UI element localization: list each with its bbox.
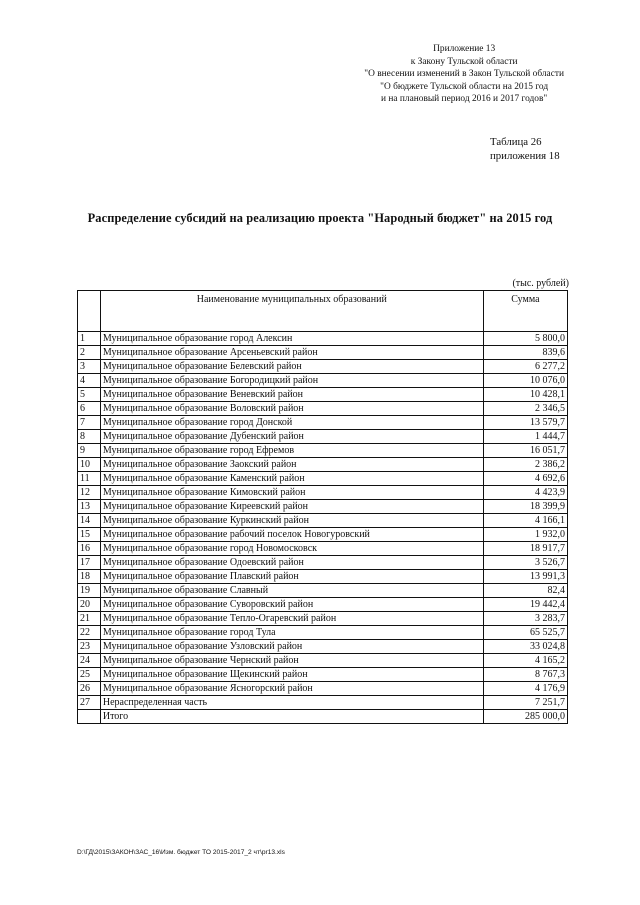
row-sum: 2 346,5	[483, 402, 567, 416]
row-number: 19	[78, 584, 101, 598]
table-row	[78, 416, 568, 430]
table-row	[78, 654, 568, 668]
document-title: Распределение субсидий на реализацию проекта "Народный бюджет" на 2015 год	[87, 211, 553, 225]
row-number: 5	[78, 388, 101, 402]
table-row	[78, 570, 568, 584]
total-num-cell	[78, 710, 101, 724]
row-number: 23	[78, 640, 101, 654]
row-sum: 33 024,8	[483, 640, 567, 654]
row-municipality: Муниципальное образование город Ефремов	[100, 444, 483, 458]
row-sum: 8 767,3	[483, 668, 567, 682]
row-number: 12	[78, 486, 101, 500]
header-line-4: "О бюджете Тульской области на 2015 год	[380, 81, 549, 92]
table-row	[78, 430, 568, 444]
row-number: 24	[78, 654, 101, 668]
row-sum: 4 166,1	[483, 514, 567, 528]
header-name-cell: Наименование муниципальных образований	[100, 291, 483, 332]
row-number: 14	[78, 514, 101, 528]
row-sum: 16 051,7	[483, 444, 567, 458]
row-sum: 4 692,6	[483, 472, 567, 486]
row-municipality: Муниципальное образование Славный	[100, 584, 483, 598]
row-sum: 18 917,7	[483, 542, 567, 556]
row-sum: 7 251,7	[483, 696, 567, 710]
total-row	[78, 710, 568, 724]
row-municipality: Муниципальное образование город Алексин	[100, 332, 483, 346]
row-sum: 3 283,7	[483, 612, 567, 626]
row-municipality: Муниципальное образование Суворовский район	[100, 598, 483, 612]
row-number: 18	[78, 570, 101, 584]
row-number: 9	[78, 444, 101, 458]
row-sum: 18 399,9	[483, 500, 567, 514]
row-number: 25	[78, 668, 101, 682]
row-municipality: Муниципальное образование Плавский район	[100, 570, 483, 584]
table-row	[78, 682, 568, 696]
row-number: 11	[78, 472, 101, 486]
row-number: 16	[78, 542, 101, 556]
row-number: 7	[78, 416, 101, 430]
row-number: 2	[78, 346, 101, 360]
table-row	[78, 542, 568, 556]
row-municipality: Муниципальное образование Воловский район	[100, 402, 483, 416]
row-sum: 4 423,9	[483, 486, 567, 500]
row-municipality: Нераспределенная часть	[100, 696, 483, 710]
row-sum: 839,6	[483, 346, 567, 360]
table-row	[78, 640, 568, 654]
row-number: 13	[78, 500, 101, 514]
table-row	[78, 360, 568, 374]
table-reference	[490, 136, 560, 163]
row-municipality: Муниципальное образование Тепло-Огаревский район	[100, 612, 483, 626]
row-municipality: Муниципальное образование Ясногорский район	[100, 682, 483, 696]
row-sum: 65 525,7	[483, 626, 567, 640]
row-municipality: Муниципальное образование город Тула	[100, 626, 483, 640]
row-number: 1	[78, 332, 101, 346]
row-number: 4	[78, 374, 101, 388]
row-sum: 4 176,9	[483, 682, 567, 696]
row-sum: 1 444,7	[483, 430, 567, 444]
row-number: 8	[78, 430, 101, 444]
row-municipality: Муниципальное образование Заокский район	[100, 458, 483, 472]
header-line-3: "О внесении изменений в Закон Тульской области	[364, 69, 564, 79]
row-sum: 10 076,0	[483, 374, 567, 388]
table-ref-line-2: приложения 18	[490, 149, 560, 162]
table-row	[78, 402, 568, 416]
table-header-row	[78, 291, 568, 332]
row-number: 10	[78, 458, 101, 472]
row-number: 3	[78, 360, 101, 374]
row-number: 22	[78, 626, 101, 640]
row-municipality: Муниципальное образование Богородицкий район	[100, 374, 483, 388]
row-municipality: Муниципальное образование Одоевский район	[100, 556, 483, 570]
row-municipality: Муниципальное образование Белевский район	[100, 360, 483, 374]
row-municipality: Муниципальное образование Кимовский район	[100, 486, 483, 500]
table-row	[78, 472, 568, 486]
row-sum: 4 165,2	[483, 654, 567, 668]
table-row	[78, 598, 568, 612]
table-row	[78, 514, 568, 528]
row-number: 26	[78, 682, 101, 696]
header-line-2: к Закону Тульской области	[410, 56, 518, 67]
row-municipality: Муниципальное образование город Донской	[100, 416, 483, 430]
subsidy-table	[77, 290, 568, 724]
table-row	[78, 668, 568, 682]
table-row	[78, 332, 568, 346]
row-sum: 13 991,3	[483, 570, 567, 584]
row-number: 27	[78, 696, 101, 710]
row-sum: 2 386,2	[483, 458, 567, 472]
table-row	[78, 500, 568, 514]
row-municipality: Муниципальное образование рабочий поселок Новогуровский	[100, 528, 483, 542]
header-sum-cell: Сумма	[483, 291, 567, 332]
row-municipality: Муниципальное образование Каменский район	[100, 472, 483, 486]
row-sum: 13 579,7	[483, 416, 567, 430]
row-municipality: Муниципальное образование Куркинский район	[100, 514, 483, 528]
row-number: 21	[78, 612, 101, 626]
table-row	[78, 346, 568, 360]
row-municipality: Муниципальное образование Киреевский район	[100, 500, 483, 514]
table-row	[78, 556, 568, 570]
row-municipality: Муниципальное образование город Новомосковск	[100, 542, 483, 556]
table-row	[78, 696, 568, 710]
row-municipality: Муниципальное образование Арсеньевский район	[100, 346, 483, 360]
row-sum: 10 428,1	[483, 388, 567, 402]
file-path-footer: D:\ГД\2015\ЗАКОН\ЗАС_16\Изм. бюджет ТО 2015-2017_2 чт\pr13.xls	[77, 849, 285, 856]
row-number: 17	[78, 556, 101, 570]
table-ref-line-1: Таблица 26	[490, 136, 542, 148]
table-row	[78, 458, 568, 472]
header-line-1: Приложение 13	[433, 44, 496, 54]
table-row	[78, 584, 568, 598]
row-municipality: Муниципальное образование Щекинский район	[100, 668, 483, 682]
header-num-cell	[78, 291, 101, 332]
table-row	[78, 528, 568, 542]
table-row	[78, 444, 568, 458]
row-sum: 82,4	[483, 584, 567, 598]
row-sum: 1 932,0	[483, 528, 567, 542]
row-sum: 5 800,0	[483, 332, 567, 346]
table-row	[78, 626, 568, 640]
table-row	[78, 374, 568, 388]
row-sum: 19 442,4	[483, 598, 567, 612]
header-line-5: и на плановый период 2016 и 2017 годов"	[381, 94, 548, 104]
header-note	[364, 43, 564, 106]
row-sum: 3 526,7	[483, 556, 567, 570]
row-municipality: Муниципальное образование Веневский район	[100, 388, 483, 402]
table-row	[78, 388, 568, 402]
row-number: 15	[78, 528, 101, 542]
row-sum: 6 277,2	[483, 360, 567, 374]
row-number: 6	[78, 402, 101, 416]
row-municipality: Муниципальное образование Дубенский район	[100, 430, 483, 444]
row-number: 20	[78, 598, 101, 612]
table-row	[78, 612, 568, 626]
row-municipality: Муниципальное образование Узловский район	[100, 640, 483, 654]
row-municipality: Муниципальное образование Чернский район	[100, 654, 483, 668]
units-label: (тыс. рублей)	[512, 278, 569, 289]
table-row	[78, 486, 568, 500]
total-sum: 285 000,0	[483, 710, 567, 724]
table-body	[78, 332, 568, 724]
total-label: Итого	[100, 710, 483, 724]
